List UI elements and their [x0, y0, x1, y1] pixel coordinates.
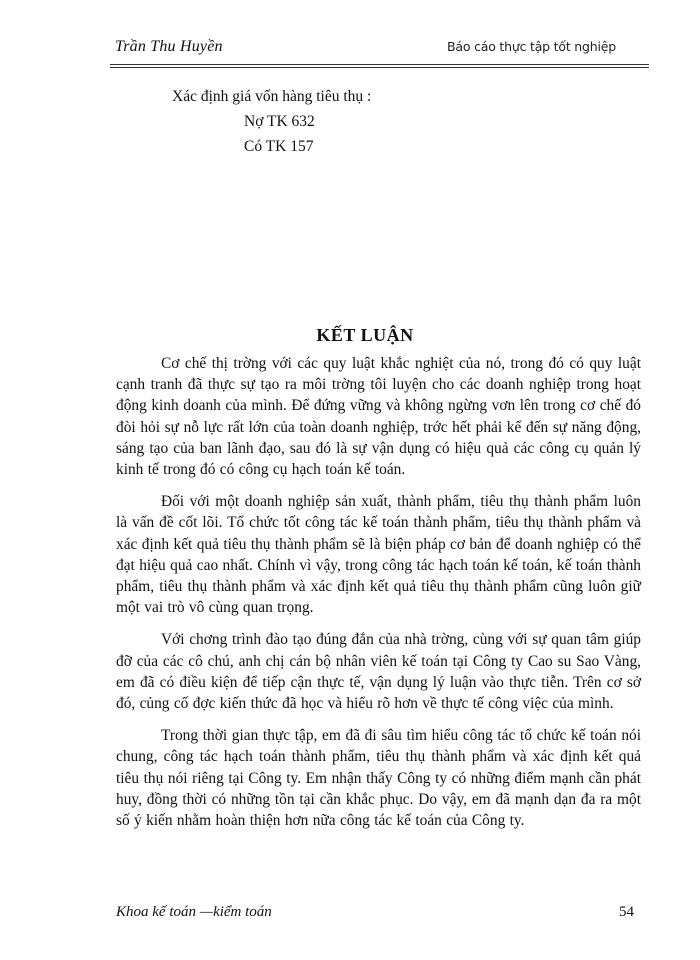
page-number: 54: [619, 904, 634, 920]
page-header: [110, 36, 650, 60]
paragraph: Với chơng trình đào tạo đúng đắn của nhà trờng, cùng với sự quan tâm giúp đỡ của các cô chú, anh chị cán bộ nhân viên kế toán tại Công ty Cao su Sao Vàng, em đã có điều kiện để tiếp cận thực tế, vận dụng lý luận vào thực tiễn. Trên cơ sở đó, củng cố đợc kiến thức đã học và hiểu rõ hơn về thực tế công việc của mình.: [116, 631, 641, 713]
paragraph: Đối với một doanh nghiệp sản xuất, thành phẩm, tiêu thụ thành phẩm luôn là vấn đề cốt lõi. Tổ chức tốt công tác kế toán thành phẩm, tiêu thụ thành phẩm và xác định kết quả tiêu thụ thành phẩm sẽ là biện pháp cơ bản để doanh nghiệp có thể đạt hiệu quả cao nhất. Chính vì vậy, trong công tác hạch toán kế toán, kế toán thành phẩm, tiêu thụ thành phẩm và xác định kết quả tiêu thụ thành phẩm cũng luôn giữ một vai trò vô cùng quan trọng.: [116, 493, 641, 617]
footer-department: Khoa kế toán —kiểm toán: [116, 904, 272, 920]
header-double-rule: [110, 64, 649, 68]
paragraph: Cơ chế thị trờng với các quy luật khắc nghiệt của nó, trong đó có quy luật cạnh tranh đã thực sự tạo ra môi trờng tôi luyện cho các doanh nghiệp trong hoạt động kinh doanh của mình. Để đứng vững và không ngừng vơn lên trong cơ chế đó đòi hỏi sự nỗ lực rất lớn của toàn doanh nghiệp, trớc hết phải kể đến sự năng động, sáng tạo của ban lãnh đạo, sau đó là sự vận dụng có hiệu quả các công cụ quản lý kinh tế trong đó có công cụ hạch toán kế toán.: [116, 355, 641, 479]
conclusion-body: [116, 353, 641, 831]
journal-entry-debit: Nợ TK 632: [244, 113, 315, 130]
journal-entry-title: Xác định giá vốn hàng tiêu thụ :: [172, 88, 372, 105]
header-author: Trần Thu Huyền: [115, 38, 223, 55]
journal-entry-credit: Có TK 157: [244, 138, 314, 155]
paragraph: Trong thời gian thực tập, em đã đi sâu tìm hiểu công tác tổ chức kế toán nói chung, công tác hạch toán thành phẩm, tiêu thụ thành phẩm và xác định kết quả tiêu thụ nói riêng tại Công ty. Em nhận thấy Công ty có những điểm mạnh cần phát huy, đồng thời có những tồn tại cần khắc phục. Do vậy, em đã mạnh dạn đa ra một số ý kiến nhằm hoàn thiện hơn nữa công tác kế toán của Công ty.: [116, 727, 641, 830]
section-title: KẾT LUẬN: [316, 325, 414, 345]
page-footer: [116, 904, 640, 924]
header-report-title: Báo cáo thực tập tốt nghiệp: [447, 39, 616, 54]
